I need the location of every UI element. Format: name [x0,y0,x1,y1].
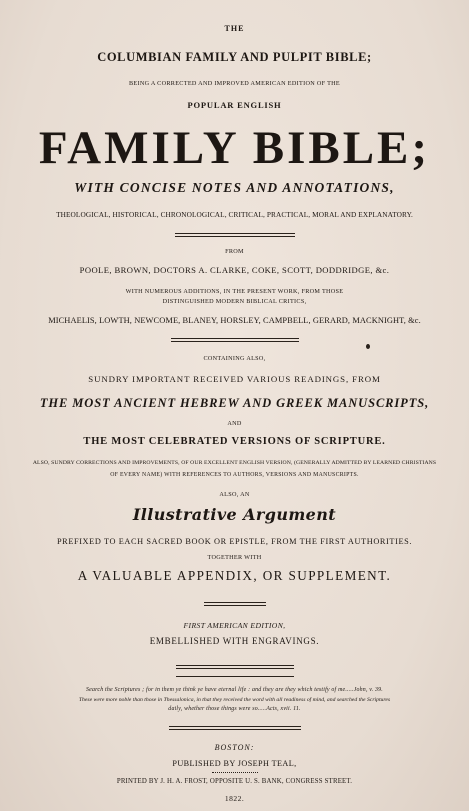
city-line: BOSTON: [214,743,255,752]
edition-line: FIRST AMERICAN EDITION, [183,621,286,630]
printer-line: PRINTED BY J. H. A. FROST, OPPOSITE U. S. BANK, CONGRESS STREET. [116,778,353,785]
authors-line-1: POOLE, BROWN, DOCTORS A. CLARKE, COKE, SCOTT, DODDRIDGE, &c. [79,265,390,275]
appendix-line: A VALUABLE APPENDIX, OR SUPPLEMENT. [77,568,392,583]
being-line: BEING A CORRECTED AND IMPROVED AMERICAN EDITION OF THE [129,80,340,87]
additions-line-2: DISTINGUISHED MODERN BIBLICAL CRITICS, [162,298,307,305]
together-with-label: TOGETHER WITH [207,554,262,561]
also-an-label: ALSO, AN [219,491,250,498]
illustrative-argument: Illustrative Argument [132,505,337,524]
main-title: FAMILY BIBLE; [38,122,431,174]
divider-rule [176,676,294,677]
popular-english: POPULAR ENGLISH [187,100,282,110]
divider-rule [212,772,258,773]
containing-label: CONTAINING ALSO, [203,355,266,362]
divider-rule [175,233,295,237]
readings-line: SUNDRY IMPORTANT RECEIVED VARIOUS READINGS, FROM [88,374,381,384]
divider-rule [176,665,294,669]
scripture-quote-2: These were more noble than those in Thessalonica, in that they received the word with all readiness of mind, and searched the Scriptures [78,697,391,703]
manuscripts-line: THE MOST ANCIENT HEBREW AND GREEK MANUSCRIPTS, [39,396,430,410]
corrections-line-2: OF EVERY NAME) WITH REFERENCES TO AUTHORS, VERSIONS AND MANUSCRIPTS. [110,472,359,478]
ink-speck [366,344,370,349]
scripture-quote-3: daily, whether those things were so.....Acts, xvii. 11. [168,706,301,712]
and-label: AND [227,420,242,427]
from-label: FROM [225,248,244,255]
divider-rule [169,729,301,730]
divider-rule [204,602,266,606]
prefixed-line: PREFIXED TO EACH SACRED BOOK OR EPISTLE, FROM THE FIRST AUTHORITIES. [56,537,413,546]
scripture-quote-1: Search the Scriptures ; for in them ye think ye have eternal life : and they are they which testify of me.....John, v. 39. [86,687,383,693]
the-heading: THE [224,24,245,33]
authors-line-2: MICHAELIS, LOWTH, NEWCOME, BLANEY, HORSLEY, CAMPBELL, GERARD, MACKNIGHT, &c. [48,316,421,325]
series-title: COLUMBIAN FAMILY AND PULPIT BIBLE; [97,50,372,64]
categories-line: THEOLOGICAL, HISTORICAL, CHRONOLOGICAL, CRITICAL, PRACTICAL, MORAL AND EXPLANATORY. [56,210,413,219]
divider-rule [171,338,299,342]
additions-line-1: WITH NUMEROUS ADDITIONS, IN THE PRESENT WORK, FROM THOSE [125,288,344,295]
year-line: 1822. [224,794,245,803]
divider-rule [169,726,301,727]
publisher-line: PUBLISHED BY JOSEPH TEAL, [172,759,297,768]
corrections-line-1: ALSO, SUNDRY CORRECTIONS AND IMPROVEMENTS, OF OUR EXCELLENT ENGLISH VERSION, (GENERALLY ADMITTED BY LEARNED CHRISTIANS [32,460,437,466]
engravings-line: EMBELLISHED WITH ENGRAVINGS. [149,636,320,646]
versions-line: THE MOST CELEBRATED VERSIONS OF SCRIPTURE. [83,436,386,447]
subtitle: WITH CONCISE NOTES AND ANNOTATIONS, [74,180,395,195]
